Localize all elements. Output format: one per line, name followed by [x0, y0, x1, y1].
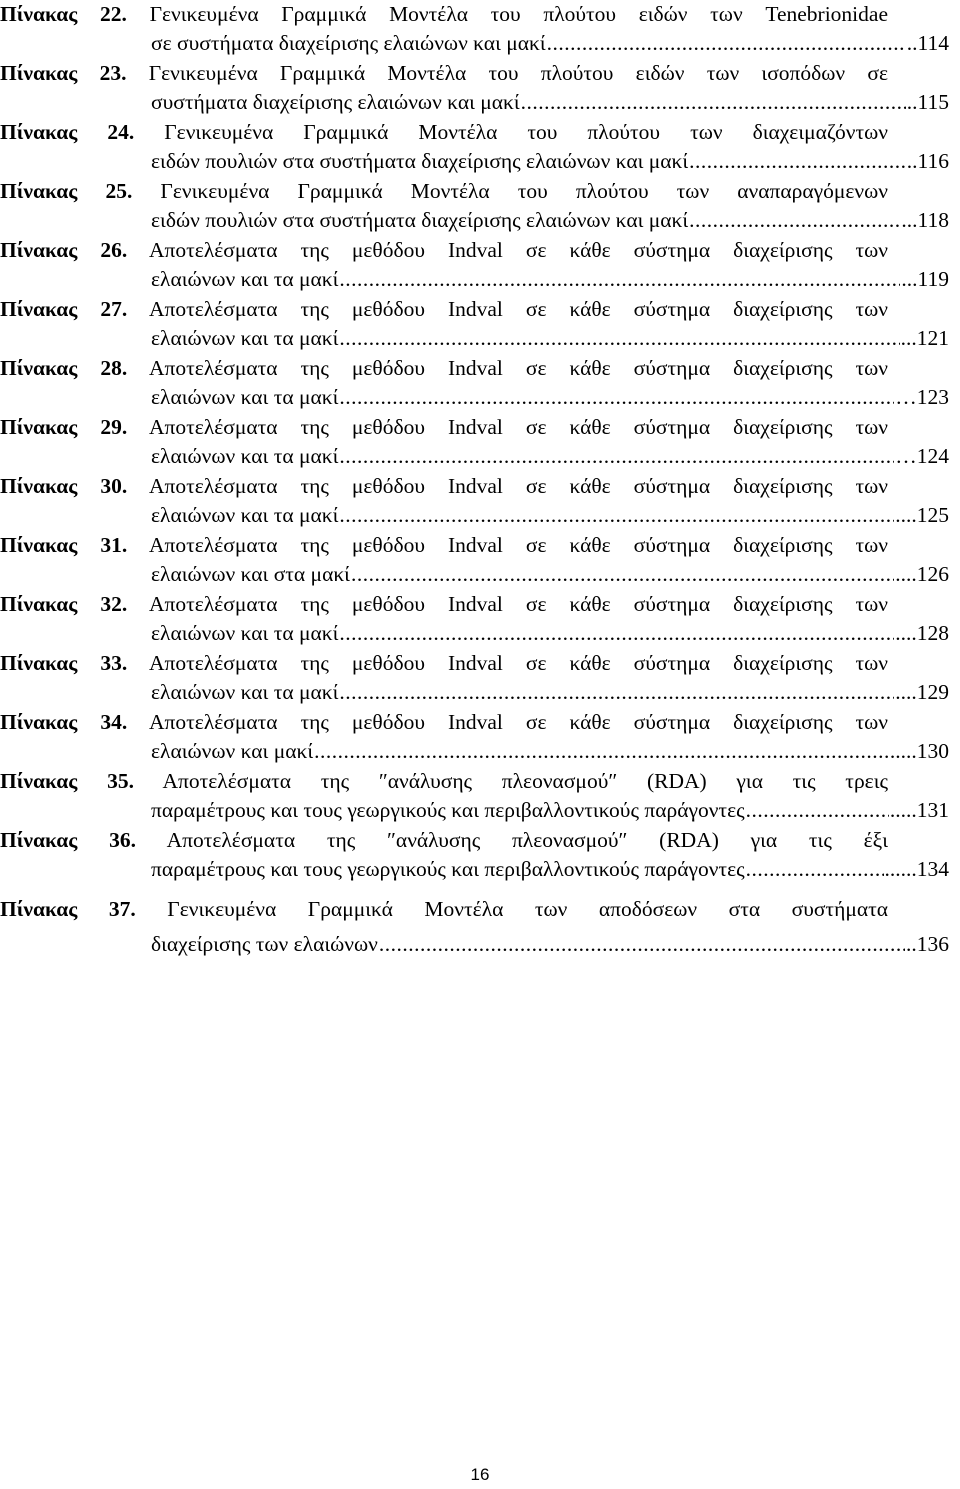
table-label: Πίνακας 37. — [0, 897, 136, 921]
toc-entry-second-line — [0, 930, 949, 959]
page-reference: …124 — [895, 444, 949, 468]
table-title-line2: διαχείρισης των ελαιώνων — [151, 931, 378, 956]
toc-entry-second-line — [0, 88, 949, 117]
table-label: Πίνακας 22. — [0, 2, 127, 26]
table-label: Πίνακας 27. — [0, 297, 128, 321]
toc-entry-second-line — [0, 442, 949, 471]
toc-entry-first-line — [0, 177, 888, 206]
toc-entry-second-line — [0, 678, 949, 707]
toc-entry-second-line — [0, 29, 949, 58]
toc-entry[interactable] — [0, 413, 960, 471]
toc-entry[interactable] — [0, 236, 960, 294]
toc-entry-first-line — [0, 590, 888, 619]
dot-leader — [521, 88, 906, 117]
dot-leader — [351, 560, 894, 589]
table-title-line2: ελαιώνων και τα μακί — [151, 680, 339, 704]
table-title-line2: ελαιώνων και μακί — [151, 739, 314, 763]
toc-entry[interactable] — [0, 0, 960, 58]
page-reference: ...121 — [900, 326, 949, 350]
toc-entry[interactable] — [0, 895, 960, 959]
table-title-line1: Αποτελέσματα της μεθόδου Indval σε κάθε σύστημα διαχείρισης των — [149, 533, 888, 557]
table-title-line2: παραμέτρους και τους γεωργικούς και περιβαλλοντικούς παράγοντες — [151, 857, 745, 881]
page-reference: ..114 — [906, 31, 949, 55]
table-title-line1: Γενικευμένα Γραμμικά Μοντέλα του πλούτου των διαχειμαζόντων — [164, 120, 888, 144]
toc-entry[interactable] — [0, 708, 960, 766]
page-reference: …123 — [895, 385, 949, 409]
table-title-line1: Αποτελέσματα της ″ανάλυσης πλεονασμού″ (RDA) για τις έξι — [166, 828, 888, 852]
toc-entry[interactable] — [0, 649, 960, 707]
table-title-line2: ελαιώνων και τα μακί — [151, 503, 339, 527]
page-reference: ....126 — [895, 562, 949, 586]
page-reference: ..136 — [906, 931, 949, 956]
table-title-line1: Γενικευμένα Γραμμικά Μοντέλα των αποδόσεων στα συστήματα — [167, 897, 889, 921]
toc-entry[interactable] — [0, 472, 960, 530]
table-label: Πίνακας 32. — [0, 592, 128, 616]
toc-entry-second-line — [0, 560, 949, 589]
page-reference: ......134 — [884, 857, 949, 881]
toc-entry-first-line — [0, 118, 888, 147]
toc-entry-first-line — [0, 708, 888, 737]
table-title-line2: ειδών πουλιών στα συστήματα διαχείρισης ελαιώνων και μακί — [151, 208, 689, 232]
table-title-line2: ελαιώνων και τα μακί — [151, 267, 339, 291]
table-title-line1: Αποτελέσματα της μεθόδου Indval σε κάθε σύστημα διαχείρισης των — [149, 238, 888, 262]
toc-entry-first-line — [0, 649, 888, 678]
toc-entry-first-line — [0, 472, 888, 501]
table-label: Πίνακας 23. — [0, 61, 127, 85]
table-label: Πίνακας 28. — [0, 356, 128, 380]
table-title-line1: Αποτελέσματα της μεθόδου Indval σε κάθε σύστημα διαχείρισης των — [149, 474, 888, 498]
table-title-line1: Αποτελέσματα της μεθόδου Indval σε κάθε σύστημα διαχείρισης των — [149, 356, 888, 380]
toc-entry[interactable] — [0, 590, 960, 648]
page-reference: ..115 — [906, 90, 949, 114]
table-label: Πίνακας 31. — [0, 533, 128, 557]
toc-entry-first-line — [0, 413, 888, 442]
toc-entry-second-line — [0, 383, 949, 412]
table-label: Πίνακας 29. — [0, 415, 128, 439]
toc-entry-first-line — [0, 0, 888, 29]
table-title-line1: Αποτελέσματα της μεθόδου Indval σε κάθε σύστημα διαχείρισης των — [149, 710, 888, 734]
toc-entry-second-line — [0, 324, 949, 353]
dot-leader — [339, 383, 894, 412]
toc-entry-first-line — [0, 531, 888, 560]
toc-entry[interactable] — [0, 177, 960, 235]
page-reference: ....130 — [895, 739, 949, 763]
toc-entry-first-line — [0, 826, 888, 855]
dot-leader — [339, 619, 894, 648]
dot-leader — [379, 930, 905, 959]
toc-entry-second-line — [0, 265, 949, 294]
page-reference: ...119 — [901, 267, 949, 291]
page-reference: ....125 — [895, 503, 949, 527]
toc-entry-second-line — [0, 796, 949, 825]
toc-entry[interactable] — [0, 826, 960, 884]
toc-entry-first-line — [0, 895, 888, 924]
page-reference: ..116 — [906, 149, 949, 173]
table-label: Πίνακας 36. — [0, 828, 136, 852]
toc-entry-first-line — [0, 295, 888, 324]
toc-entry-second-line — [0, 206, 949, 235]
table-label: Πίνακας 25. — [0, 179, 133, 203]
dot-leader — [746, 796, 889, 825]
page-reference: ...118 — [901, 208, 949, 232]
table-title-line1: Γενικευμένα Γραμμικά Μοντέλα του πλούτου ειδών των ισοπόδων σε — [148, 61, 888, 85]
dot-leader — [339, 324, 899, 353]
dot-leader — [689, 147, 906, 176]
table-title-line2: ελαιώνων και τα μακί — [151, 326, 339, 350]
dot-leader — [339, 442, 894, 471]
table-title-line1: Αποτελέσματα της ″ανάλυσης πλεονασμού″ (RDA) για τις τρεις — [162, 769, 888, 793]
toc-entry-first-line — [0, 767, 888, 796]
table-title-line1: Αποτελέσματα της μεθόδου Indval σε κάθε σύστημα διαχείρισης των — [149, 297, 888, 321]
table-title-line2: ελαιώνων και τα μακί — [151, 621, 339, 645]
table-title-line1: Αποτελέσματα της μεθόδου Indval σε κάθε σύστημα διαχείρισης των — [149, 651, 888, 675]
page-reference: ....129 — [895, 680, 949, 704]
toc-entry-second-line — [0, 855, 949, 884]
toc-entry[interactable] — [0, 59, 960, 117]
toc-entry[interactable] — [0, 767, 960, 825]
toc-entry[interactable] — [0, 531, 960, 589]
table-title-line1: Γενικευμένα Γραμμικά Μοντέλα του πλούτου των αναπαραγόμενων — [160, 179, 889, 203]
table-title-line2: ελαιώνων και στα μακί — [151, 562, 350, 586]
dot-leader — [689, 206, 900, 235]
page-reference: ....128 — [895, 621, 949, 645]
dot-leader — [339, 501, 894, 530]
table-title-line2: σε συστήματα διαχείρισης ελαιώνων και μακί — [151, 31, 546, 55]
table-title-line2: παραμέτρους και τους γεωργικούς και περιβαλλοντικούς παράγοντες — [151, 798, 745, 822]
page-reference: .....131 — [889, 798, 949, 822]
table-title-line1: Αποτελέσματα της μεθόδου Indval σε κάθε σύστημα διαχείρισης των — [149, 592, 888, 616]
dot-leader — [547, 29, 906, 58]
table-title-line2: συστήματα διαχείρισης ελαιώνων και μακί — [151, 90, 520, 114]
table-title-line1: Γενικευμένα Γραμμικά Μοντέλα του πλούτου ειδών των Tenebrionidae — [149, 2, 888, 26]
toc-entry-second-line — [0, 619, 949, 648]
toc-entry-first-line — [0, 354, 888, 383]
toc-entry[interactable] — [0, 295, 960, 353]
table-label: Πίνακας 35. — [0, 769, 134, 793]
toc-entry[interactable] — [0, 354, 960, 412]
toc-entry-first-line — [0, 236, 888, 265]
table-label: Πίνακας 33. — [0, 651, 128, 675]
table-label: Πίνακας 24. — [0, 120, 135, 144]
table-title-line2: ελαιώνων και τα μακί — [151, 444, 339, 468]
dot-leader — [746, 855, 884, 884]
dot-leader — [314, 737, 894, 766]
table-label: Πίνακας 26. — [0, 238, 128, 262]
table-title-line2: ειδών πουλιών στα συστήματα διαχείρισης ελαιώνων και μακί — [151, 149, 689, 173]
toc-entry-second-line — [0, 737, 949, 766]
table-title-line2: ελαιώνων και τα μακί — [151, 385, 339, 409]
dot-leader — [339, 265, 900, 294]
toc-entry-first-line — [0, 59, 888, 88]
toc-entry-second-line — [0, 501, 949, 530]
toc-entry-second-line — [0, 147, 949, 176]
table-label: Πίνακας 30. — [0, 474, 128, 498]
page-number: 16 — [470, 1465, 490, 1484]
table-title-line1: Αποτελέσματα της μεθόδου Indval σε κάθε σύστημα διαχείρισης των — [149, 415, 888, 439]
table-label: Πίνακας 34. — [0, 710, 128, 734]
toc-entry[interactable] — [0, 118, 960, 176]
dot-leader — [339, 678, 894, 707]
